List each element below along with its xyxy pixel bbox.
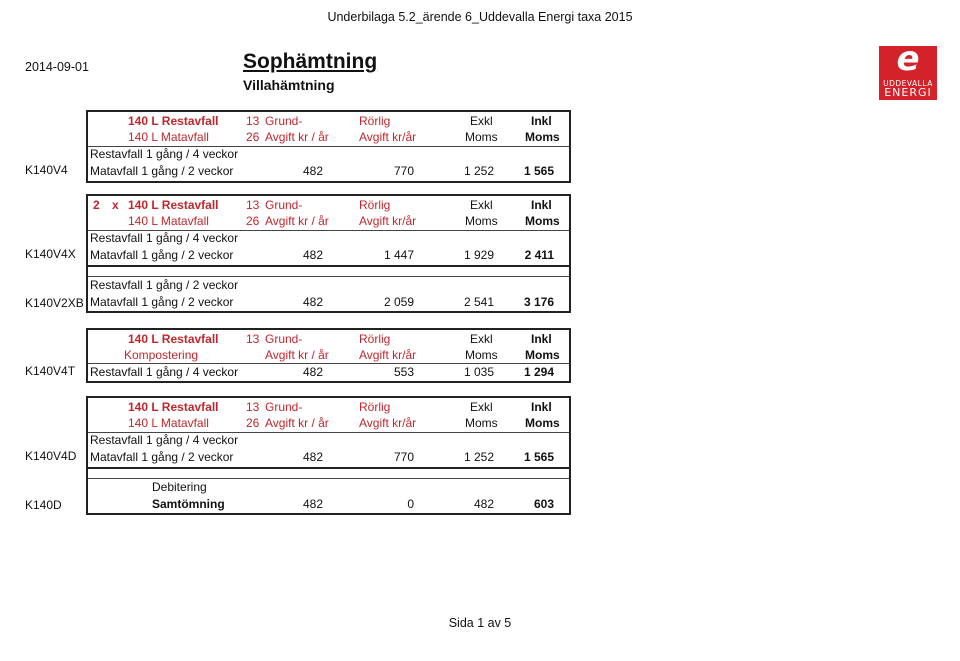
moms-header: Moms <box>465 348 498 362</box>
tariff-block-k140v4x <box>86 194 571 267</box>
logo-letter: e <box>896 39 920 79</box>
moms-header-inkl: Moms <box>525 130 560 144</box>
inkl-header: Inkl <box>531 114 552 128</box>
grund-number: 26 <box>246 214 260 228</box>
tariff-code: K140V4 <box>25 163 68 177</box>
frequency-mat: Matavfall 1 gång / 2 veckor <box>90 450 234 464</box>
inkl-header: Inkl <box>531 400 552 414</box>
debitering-label: Debitering <box>152 480 207 494</box>
grund-number: 26 <box>246 130 260 144</box>
grund-subheader: Avgift kr / år <box>265 130 329 144</box>
grund-number: 13 <box>246 332 260 346</box>
exkl-value: 2 541 <box>463 295 494 309</box>
inkl-value: 1 565 <box>523 450 554 464</box>
grund-subheader: Avgift kr / år <box>265 416 329 430</box>
rorlig-value: 0 <box>407 497 414 511</box>
bin-label: 140 L Restavfall <box>128 198 219 212</box>
bin-label: 140 L Restavfall <box>128 114 219 128</box>
frequency-mat: Matavfall 1 gång / 2 veckor <box>90 248 234 262</box>
compost-label: Kompostering <box>124 348 199 362</box>
grund-value: 482 <box>302 248 323 262</box>
inkl-value: 2 411 <box>524 248 554 262</box>
frequency-rest: Restavfall 1 gång / 2 veckor <box>90 278 239 292</box>
page-subtitle: Villahämtning <box>243 77 335 93</box>
grund-header: Grund- <box>265 198 303 212</box>
rorlig-subheader: Avgift kr/år <box>359 214 417 228</box>
exkl-value: 1 252 <box>463 164 494 178</box>
exkl-value: 1 252 <box>463 450 494 464</box>
rorlig-subheader: Avgift kr/år <box>359 348 417 362</box>
document-reference: Underbilaga 5.2_ärende 6_Uddevalla Energi taxa 2015 <box>327 10 633 24</box>
tariff-code: K140V2XB <box>25 296 84 310</box>
moms-header-inkl: Moms <box>525 214 560 228</box>
samtomning-label: Samtömning <box>152 497 225 511</box>
logo-line1: UDDEVALLA <box>883 79 933 88</box>
grund-header: Grund- <box>265 400 303 414</box>
exkl-header: Exkl <box>470 400 493 414</box>
bin-count: 2 <box>93 198 100 212</box>
tariff-block-k140v4t <box>86 328 571 383</box>
logo-line2: ENERGI <box>884 86 932 99</box>
bin-label: 140 L Restavfall <box>128 332 219 346</box>
bin-label-2: 140 L Matavfall <box>128 214 209 228</box>
rorlig-value: 2 059 <box>383 295 414 309</box>
rorlig-subheader: Avgift kr/år <box>359 130 417 144</box>
page-number: Sida 1 av 5 <box>448 616 512 630</box>
inkl-header: Inkl <box>531 332 552 346</box>
exkl-header: Exkl <box>470 114 493 128</box>
inkl-value: 1 294 <box>523 365 554 379</box>
grund-subheader: Avgift kr / år <box>265 348 329 362</box>
grund-value: 482 <box>302 497 323 511</box>
frequency-rest: Restavfall 1 gång / 4 veckor <box>90 147 239 161</box>
inkl-value: 1 565 <box>523 164 554 178</box>
grund-number: 26 <box>246 416 260 430</box>
tariff-block-k140v4 <box>86 110 571 183</box>
rorlig-header: Rörlig <box>359 198 391 212</box>
grund-subheader: Avgift kr / år <box>265 214 329 228</box>
grund-value: 482 <box>302 450 323 464</box>
rorlig-header: Rörlig <box>359 332 391 346</box>
rorlig-value: 770 <box>393 450 414 464</box>
page-title: Sophämtning <box>243 50 378 73</box>
frequency-mat: Matavfall 1 gång / 2 veckor <box>90 164 234 178</box>
bin-label: 140 L Restavfall <box>128 400 219 414</box>
frequency-rest: Restavfall 1 gång / 4 veckor <box>90 433 239 447</box>
exkl-value: 1 035 <box>463 365 494 379</box>
frequency-rest: Restavfall 1 gång / 4 veckor <box>90 365 239 379</box>
grund-number: 13 <box>246 400 260 414</box>
moms-header-inkl: Moms <box>525 348 560 362</box>
grund-number: 13 <box>246 198 260 212</box>
grund-number: 13 <box>246 114 260 128</box>
bin-label-2: 140 L Matavfall <box>128 416 209 430</box>
rorlig-subheader: Avgift kr/år <box>359 416 417 430</box>
bin-multiplier: x <box>112 198 119 212</box>
inkl-value: 3 176 <box>523 295 554 309</box>
tariff-code: K140V4D <box>25 449 77 463</box>
tariff-code: K140V4X <box>25 247 76 261</box>
moms-header: Moms <box>465 130 498 144</box>
tariff-code: K140D <box>25 498 62 512</box>
moms-header: Moms <box>465 214 498 228</box>
inkl-header: Inkl <box>531 198 552 212</box>
exkl-header: Exkl <box>470 198 493 212</box>
rorlig-value: 553 <box>393 365 414 379</box>
uddevalla-energi-logo <box>879 39 937 100</box>
inkl-value: 603 <box>533 497 554 511</box>
exkl-value: 1 929 <box>463 248 494 262</box>
grund-value: 482 <box>302 365 323 379</box>
moms-header-inkl: Moms <box>525 416 560 430</box>
exkl-value: 482 <box>473 497 494 511</box>
bin-label-2: 140 L Matavfall <box>128 130 209 144</box>
frequency-rest: Restavfall 1 gång / 4 veckor <box>90 231 239 245</box>
exkl-header: Exkl <box>470 332 493 346</box>
rorlig-value: 770 <box>393 164 414 178</box>
rorlig-header: Rörlig <box>359 400 391 414</box>
moms-header: Moms <box>465 416 498 430</box>
document-date: 2014-09-01 <box>25 60 89 74</box>
rorlig-value: 1 447 <box>383 248 414 262</box>
tariff-block-k140v2xb <box>86 262 571 313</box>
grund-header: Grund- <box>265 114 303 128</box>
tariff-block-k140d <box>86 464 571 515</box>
grund-value: 482 <box>302 164 323 178</box>
frequency-mat: Matavfall 1 gång / 2 veckor <box>90 295 234 309</box>
grund-header: Grund- <box>265 332 303 346</box>
tariff-code: K140V4T <box>25 364 76 378</box>
rorlig-header: Rörlig <box>359 114 391 128</box>
grund-value: 482 <box>302 295 323 309</box>
tariff-block-k140v4d <box>86 396 571 469</box>
